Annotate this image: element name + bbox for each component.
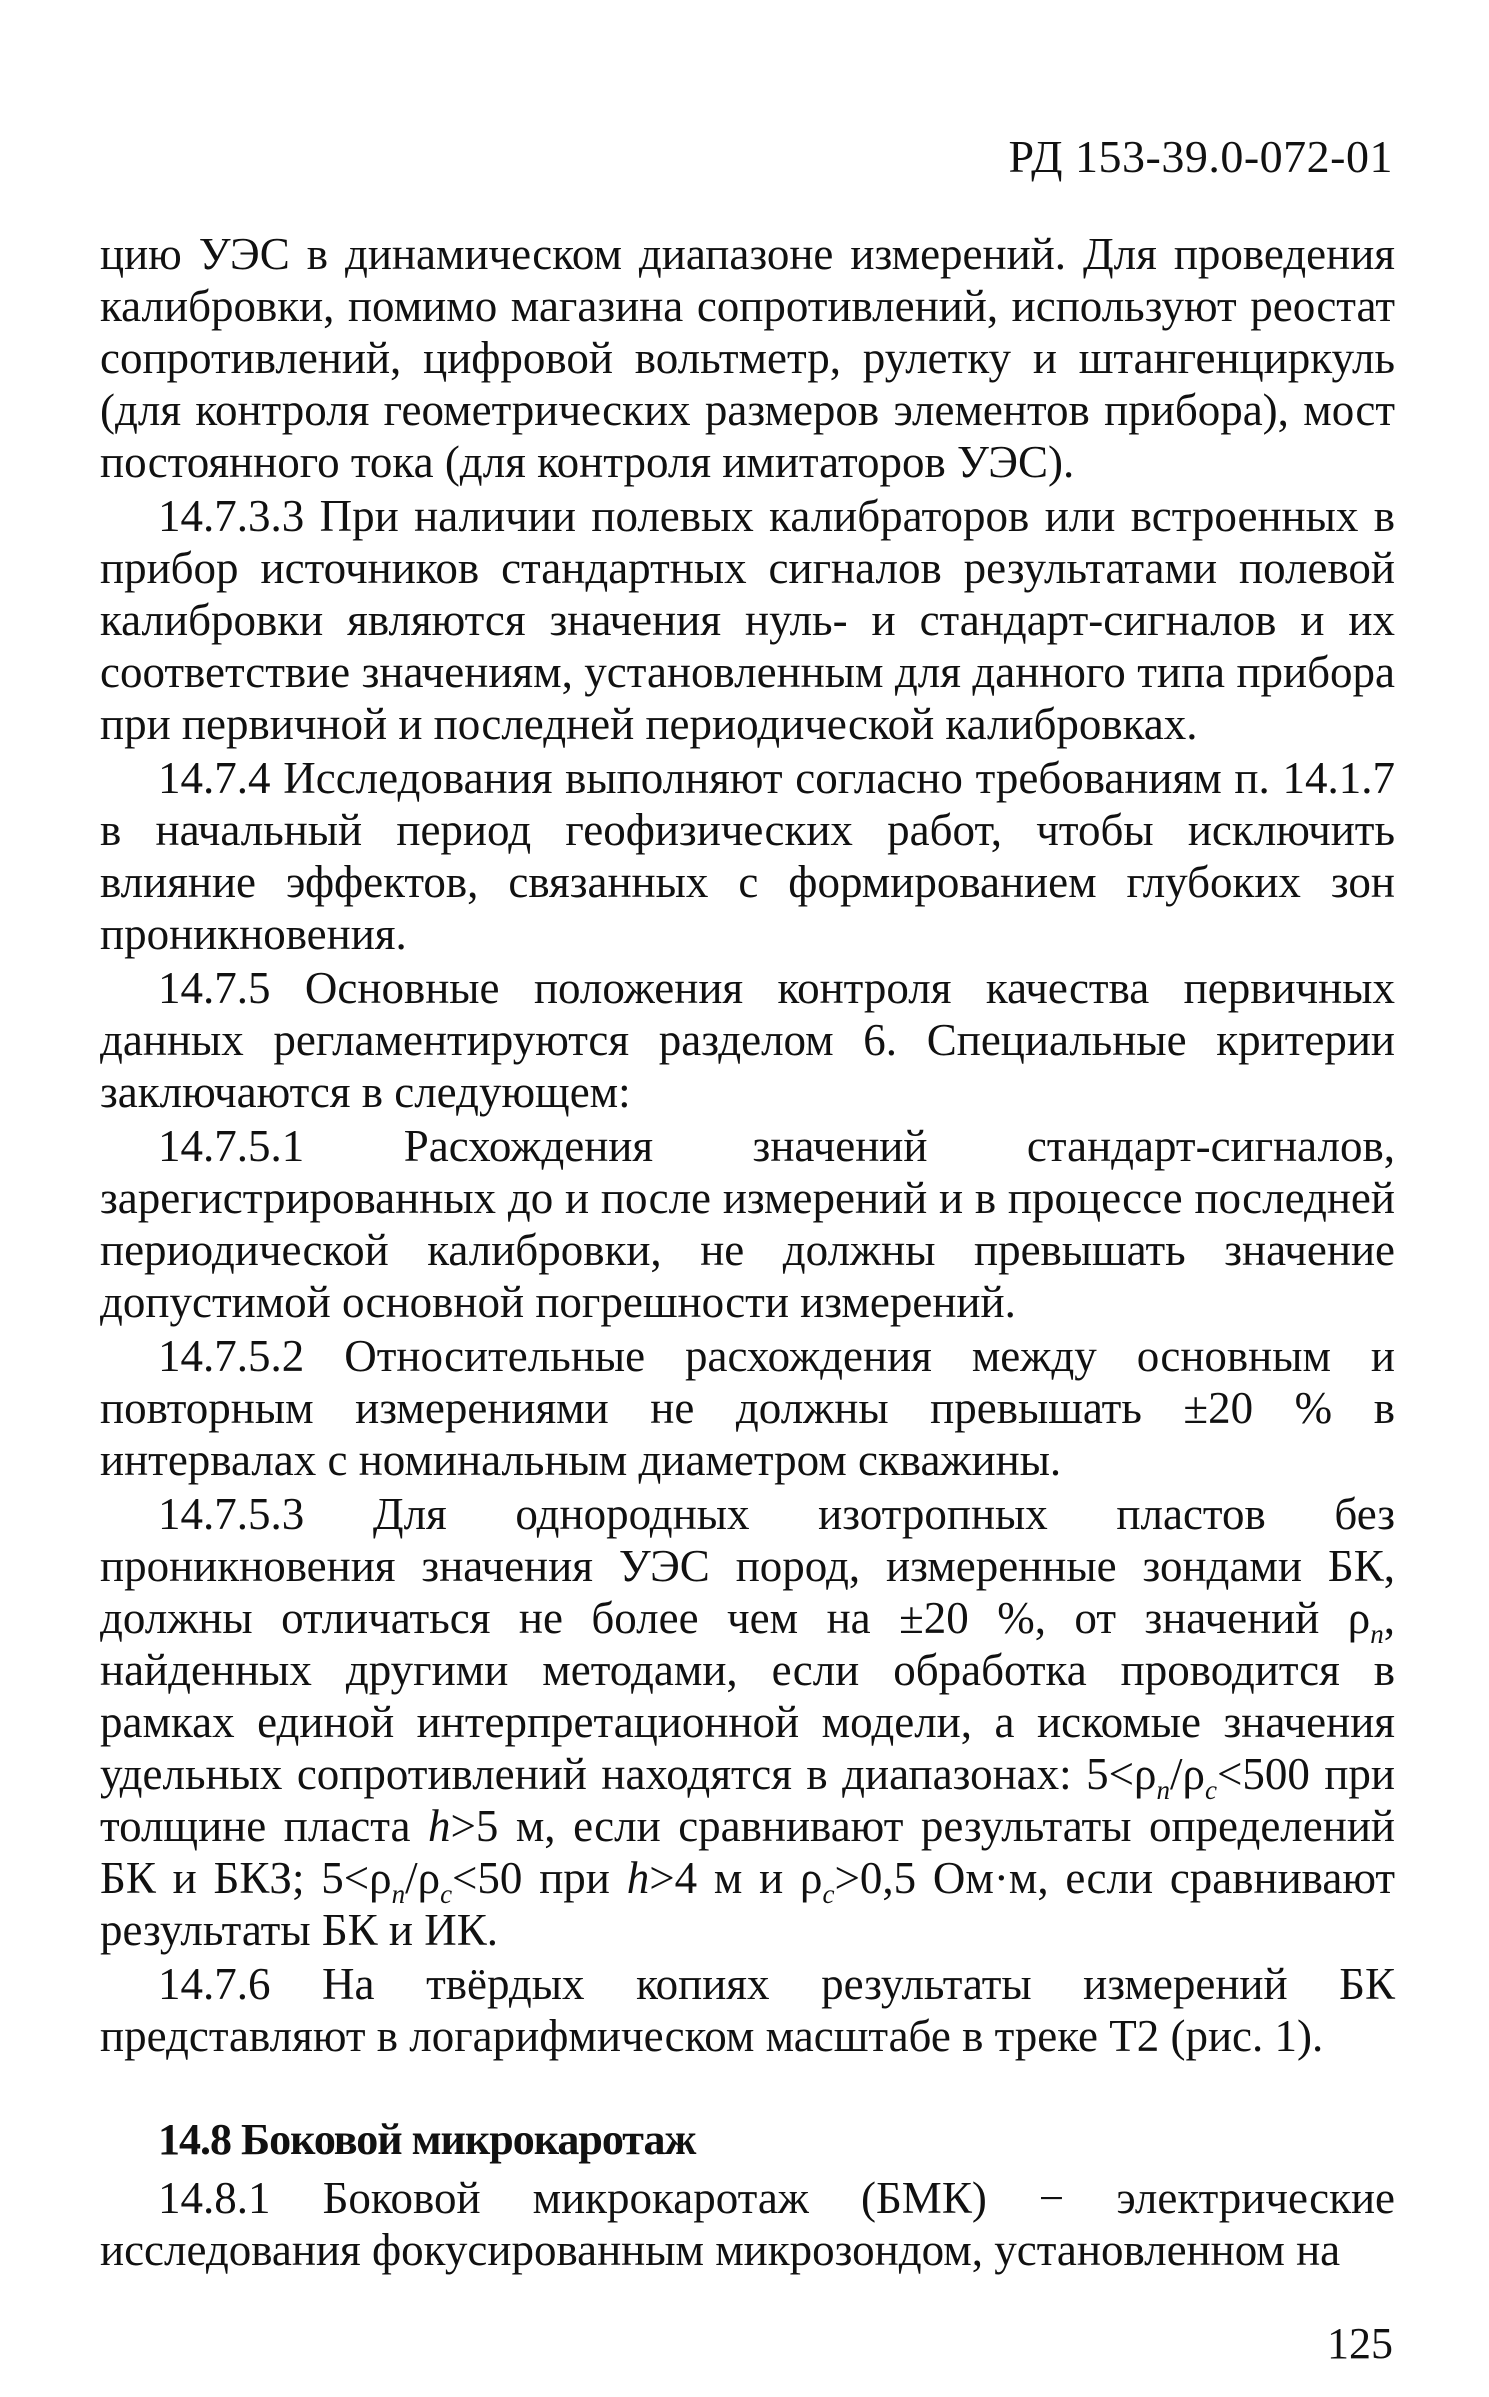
page-number: 125 [1327,2319,1393,2368]
body-paragraph: 14.7.5.3 Для однородных изотропных пластов без проникновения значения УЭС пород, измеренные зондами БК, должны отличаться не более чем на ±20 %, от значений $\rho_п$, найденных другими методами, если обработка проводится в рамках единой интерпретационной модели, а искомые значения удельных сопротивлений находятся в диапазонах: $5<\rho_п/\rho_с<500$ при толщине пласта h>5 м, если сравнивают результаты определений БК и БКЗ; $5<\rho_п/\rho_с<50$ при h>4 м и $\rho_с>0,5$ Ом·м, если сравнивают результаты БК и ИК. [100,1489,1396,1955]
body-paragraph: 14.7.5 Основные положения контроля качества первичных данных регламентируются разделом 6. Специальные критерии заключаются в следующем: [100,963,1395,1117]
body-paragraph: 14.7.3.3 При наличии полевых калибраторов или встроенных в прибор источников стандартных сигналов результатами полевой калибровки являются значения нуль- и стандарт-сигналов и их соответствие значениям, установленным для данного типа прибора при первичной и последней периодической калибровках. [100,491,1395,749]
section-paragraph: 14.8.1 Боковой микрокаротаж (БМК) − электрические исследования фокусированным микрозондом, установленном на [100,2173,1395,2275]
section-heading: 14.8 Боковой микрокаротаж [158,2115,696,2164]
body-paragraph: 14.7.4 Исследования выполняют согласно требованиям п. 14.1.7 в начальный период геофизических работ, чтобы исключить влияние эффектов, связанных с формированием глубоких зон проникновения. [100,753,1395,959]
body-paragraph: 14.7.5.1 Расхождения значений стандарт-сигналов, зарегистрированных до и после измерений и в процессе последней периодической калибровки, не должны превышать значение допустимой основной погрешности измерений. [100,1121,1395,1327]
page-body [100,228,1395,2278]
body-paragraph: 14.7.5.2 Относительные расхождения между основным и повторным измерениями не должны превышать ±20 % в интервалах с номинальным диаметром скважины. [100,1331,1395,1485]
body-paragraph: цию УЭС в динамическом диапазоне измерений. Для проведения калибровки, помимо магазина сопротивлений, используют реостат сопротивлений, цифровой вольтметр, рулетку и штангенциркуль (для контроля геометрических размеров элементов прибора), мост постоянного тока (для контроля имитаторов УЭС). [100,229,1395,487]
document-code-header: РД 153-39.0-072-01 [1008,131,1393,182]
body-paragraph: 14.7.6 На твёрдых копиях результаты измерений БК представляют в логарифмическом масштабе в треке Т2 (рис. 1). [100,1959,1395,2061]
